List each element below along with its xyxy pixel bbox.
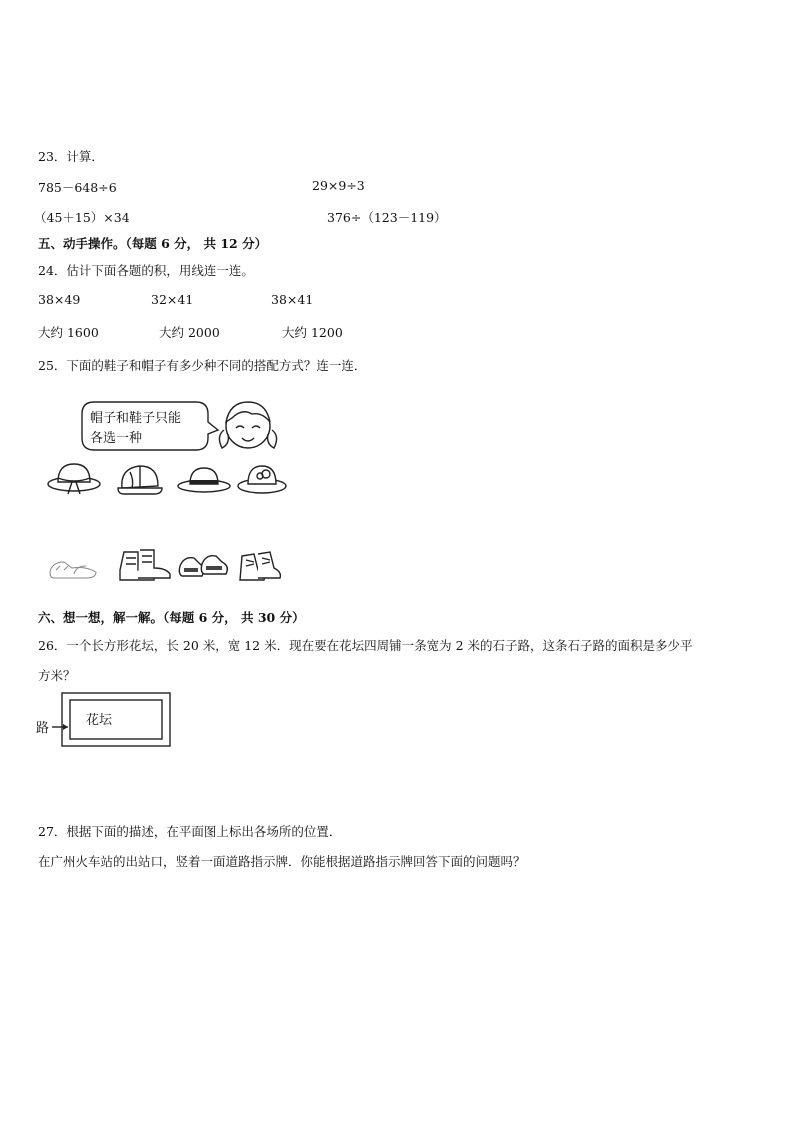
shoes-1-icon <box>46 552 102 582</box>
shoes-3-icon <box>176 548 230 584</box>
q24-estimate-3: 大约 1200 <box>282 325 343 340</box>
speech-line-1: 帽子和鞋子只能 <box>90 411 182 426</box>
hat-2-icon <box>116 460 166 498</box>
q27-body: 在广州火车站的出站口，竖着一面道路指示牌．你能根据道路指示牌回答下面的问题吗？ <box>38 854 526 869</box>
q23-expression-2: 29×9÷3 <box>312 178 365 193</box>
road-label: 路 <box>36 721 50 736</box>
hat-3-icon <box>176 462 232 496</box>
q24-estimate-1: 大约 1600 <box>38 325 99 340</box>
section-5-heading: 五、动手操作。（每题 6 分， 共 12 分） <box>38 236 268 251</box>
q23-expression-3: （45＋15）×34 <box>34 210 130 225</box>
q24-title: 24．估计下面各题的积，用线连一连。 <box>38 263 254 278</box>
q26-title-line-1: 26．一个长方形花坛，长 20 米，宽 12 米．现在要在花坛四周铺一条宽为 2 米的石子路，这条石子路的面积是多少平 <box>38 638 693 653</box>
section-6-heading: 六、想一想，解一解。（每题 6 分， 共 30 分） <box>38 610 305 625</box>
flower-bed-label: 花坛 <box>86 713 113 728</box>
girl-face-icon <box>218 396 280 458</box>
q25-title: 25．下面的鞋子和帽子有多少种不同的搭配方式？连一连． <box>38 358 367 373</box>
q27-title: 27．根据下面的描述，在平面图上标出各场所的位置． <box>38 824 342 839</box>
q24-product-2: 32×41 <box>151 292 194 307</box>
hat-1-icon <box>46 458 106 498</box>
q24-estimate-2: 大约 2000 <box>159 325 220 340</box>
shoes-4-icon <box>236 548 284 586</box>
speech-line-2: 各选一种 <box>90 431 143 446</box>
speech-bubble <box>80 400 220 452</box>
q23-expression-4: 376÷（123－119） <box>327 210 447 225</box>
q23-title: 23．计算． <box>38 149 104 164</box>
shoes-2-icon <box>116 546 172 586</box>
arrow-right-icon <box>63 724 68 730</box>
hat-4-icon <box>236 458 288 498</box>
q23-expression-1: 785－648÷6 <box>38 180 117 195</box>
q26-title-line-2: 方米？ <box>38 668 76 683</box>
q24-product-3: 38×41 <box>271 292 314 307</box>
flower-bed-diagram <box>36 692 172 748</box>
q24-product-1: 38×49 <box>38 292 81 307</box>
road-outline <box>62 693 170 746</box>
flower-bed-outline <box>70 700 162 739</box>
